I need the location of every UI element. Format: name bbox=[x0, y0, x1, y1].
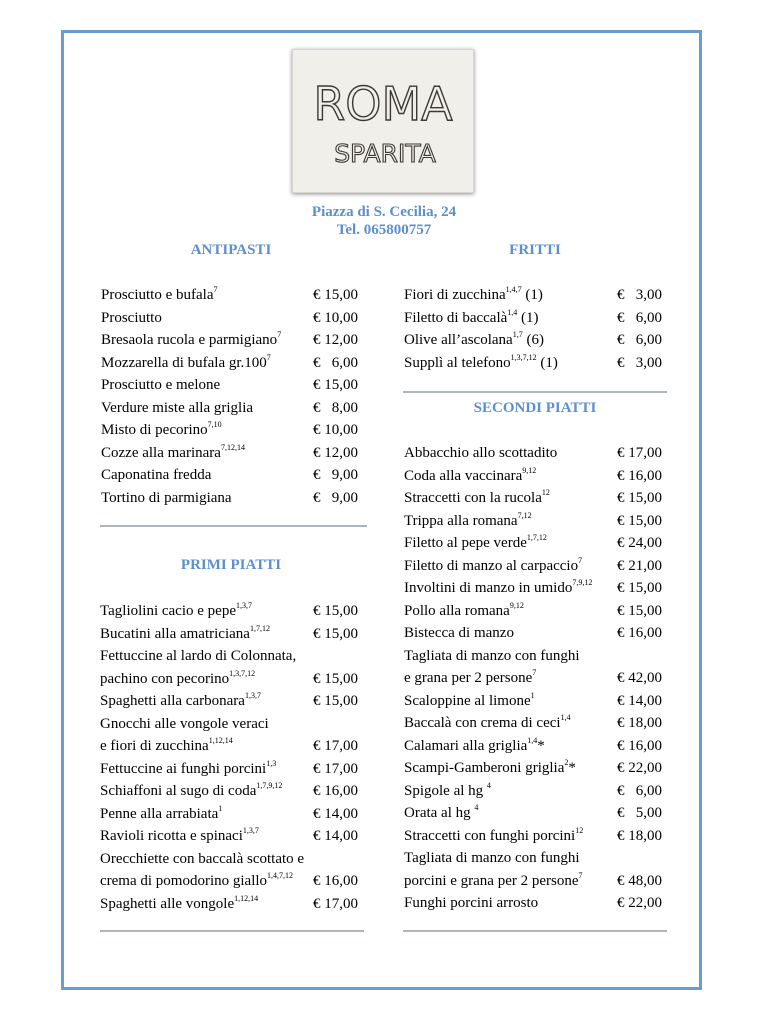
allergen-codes: 1,3,7,12 bbox=[229, 668, 256, 678]
menu-item bbox=[404, 532, 662, 554]
menu-item-name bbox=[404, 442, 557, 464]
menu-item bbox=[404, 757, 662, 779]
menu-item bbox=[100, 803, 358, 825]
menu-item-name bbox=[100, 803, 222, 825]
allergen-codes: 1,4 bbox=[527, 735, 538, 745]
menu-item-price: € 12,00 bbox=[313, 444, 358, 461]
menu-item bbox=[404, 577, 662, 599]
allergen-codes: 1,12,14 bbox=[234, 893, 259, 903]
dish-name: Filetto di manzo al carpaccio bbox=[404, 557, 579, 574]
menu-item-price: € 6,00 bbox=[617, 309, 662, 326]
menu-item bbox=[404, 645, 662, 667]
menu-item-name bbox=[101, 307, 162, 329]
menu-item bbox=[404, 847, 662, 869]
dish-name: Orecchiette con baccalà scottato e bbox=[100, 850, 305, 867]
allergen-codes: 1,3,7,12 bbox=[510, 352, 537, 362]
menu-item-name bbox=[101, 374, 220, 396]
allergen-codes: 7,9,12 bbox=[572, 578, 593, 587]
allergen-codes: 1,4 bbox=[560, 713, 571, 722]
portion-note: * bbox=[537, 737, 545, 754]
menu-item-name bbox=[100, 893, 258, 915]
menu-item bbox=[404, 555, 662, 577]
menu-item-price: € 24,00 bbox=[617, 535, 662, 551]
menu-item bbox=[404, 465, 662, 487]
menu-item-price: € 9,00 bbox=[313, 467, 358, 483]
dish-name: Abbacchio allo scottadito bbox=[404, 445, 558, 461]
menu-item-price: € 14,00 bbox=[313, 805, 358, 822]
allergen-codes: 9,12 bbox=[522, 465, 537, 475]
menu-item-name bbox=[404, 600, 524, 622]
menu-item bbox=[404, 307, 662, 329]
menu-item bbox=[404, 712, 662, 734]
divider bbox=[403, 391, 667, 393]
menu-item-name bbox=[101, 442, 245, 464]
restaurant-logo bbox=[292, 49, 474, 193]
menu-item-name bbox=[101, 487, 232, 509]
portion-note: (1) bbox=[536, 354, 558, 371]
menu-item bbox=[404, 892, 662, 914]
menu-item bbox=[100, 893, 358, 915]
dish-name: Coda alla vaccinara bbox=[404, 467, 523, 484]
menu-item-price: € 15,00 bbox=[313, 693, 358, 709]
dish-name: Fettuccine ai funghi porcini bbox=[100, 760, 267, 777]
dish-name: Calamari alla griglia bbox=[404, 737, 528, 754]
menu-item bbox=[404, 487, 662, 509]
dish-name: Verdure miste alla griglia bbox=[101, 399, 254, 416]
section-title-primi: PRIMI PIATTI bbox=[180, 557, 282, 573]
dish-name: Olive all’ascolana bbox=[404, 332, 513, 348]
allergen-codes: 7 bbox=[532, 668, 537, 677]
logo-text-roma: ROMA bbox=[313, 77, 453, 131]
portion-note: (6) bbox=[522, 332, 544, 348]
menu-item-name bbox=[404, 757, 576, 779]
dish-name: Fiori di zucchina bbox=[404, 287, 506, 303]
logo-graphic bbox=[293, 50, 473, 192]
allergen-codes: 4 bbox=[486, 780, 491, 790]
menu-item-name bbox=[101, 464, 211, 486]
menu-item-name bbox=[100, 848, 304, 870]
dish-name: Ravioli ricotta e spinaci bbox=[100, 828, 243, 844]
menu-item-name bbox=[100, 780, 282, 802]
menu-item bbox=[100, 825, 358, 847]
dish-name: crema di pomodorino giallo bbox=[100, 873, 268, 889]
dish-name: Spaghetti alle vongole bbox=[100, 895, 235, 912]
menu-item-price: € 10,00 bbox=[313, 309, 358, 326]
menu-item bbox=[101, 419, 358, 441]
menu-item bbox=[100, 713, 358, 735]
menu-item-name bbox=[100, 870, 293, 892]
menu-item-price: € 9,00 bbox=[313, 489, 358, 506]
menu-item-price: € 21,00 bbox=[617, 557, 662, 574]
menu-item-name bbox=[404, 712, 571, 734]
allergen-codes: 1,4,7 bbox=[505, 285, 522, 294]
menu-item-price: € 6,00 bbox=[313, 354, 358, 371]
menu-item bbox=[101, 329, 358, 351]
allergen-codes: 12 bbox=[541, 488, 550, 497]
menu-item bbox=[404, 442, 662, 464]
dish-name: Straccetti con funghi porcini bbox=[404, 827, 576, 844]
allergen-codes: 1,3 bbox=[266, 758, 277, 768]
menu-item bbox=[404, 329, 662, 351]
menu-item-price: € 15,00 bbox=[617, 512, 662, 529]
dish-name: Bistecca di manzo bbox=[404, 625, 514, 641]
dish-name: Tagliata di manzo con funghi bbox=[404, 850, 580, 866]
portion-note: (1) bbox=[517, 309, 539, 326]
menu-item-name bbox=[404, 735, 545, 757]
menu-item-name bbox=[100, 713, 269, 735]
address-phone: Tel. 065800757 bbox=[336, 222, 432, 238]
menu-item bbox=[404, 690, 662, 712]
menu-item-name bbox=[404, 667, 536, 689]
menu-item-name bbox=[404, 645, 580, 667]
menu-item-name bbox=[404, 690, 535, 712]
allergen-codes: 2 bbox=[564, 758, 569, 767]
dish-name: Spaghetti alla carbonara bbox=[100, 693, 245, 709]
menu-item-price: € 15,00 bbox=[617, 490, 662, 506]
dish-name: Fettuccine al lardo di Colonnata, bbox=[100, 648, 297, 664]
menu-item-price: € 10,00 bbox=[313, 422, 358, 438]
menu-item-price: € 48,00 bbox=[617, 872, 662, 889]
dish-name: Prosciutto e bufala bbox=[101, 287, 214, 303]
allergen-codes: 4 bbox=[474, 803, 479, 812]
menu-item-price: € 16,00 bbox=[617, 467, 662, 484]
menu-item bbox=[404, 667, 662, 689]
menu-item bbox=[100, 735, 358, 757]
menu-item-price: € 42,00 bbox=[617, 670, 662, 686]
menu-item-price: € 17,00 bbox=[313, 738, 358, 754]
menu-item-price: € 15,00 bbox=[617, 580, 662, 596]
address-street: Piazza di S. Cecilia, 24 bbox=[311, 204, 457, 220]
allergen-codes: 7 bbox=[578, 555, 583, 565]
dish-name: Involtini di manzo in umido bbox=[404, 580, 573, 596]
section-title-secondi: SECONDI PIATTI bbox=[473, 400, 597, 416]
menu-item bbox=[404, 735, 662, 757]
dish-name: Straccetti con la rucola bbox=[404, 490, 542, 506]
allergen-codes: 1 bbox=[530, 690, 535, 700]
dish-name: Misto di pecorino bbox=[101, 422, 208, 438]
menu-item-name bbox=[100, 758, 276, 780]
menu-item-name bbox=[404, 622, 514, 644]
menu-item bbox=[100, 848, 358, 870]
menu-item-name bbox=[404, 307, 539, 329]
menu-item-price: € 16,00 bbox=[313, 783, 358, 799]
menu-item-price: € 6,00 bbox=[617, 332, 662, 348]
dish-name: Penne alla arrabiata bbox=[100, 805, 219, 822]
menu-item-name bbox=[100, 825, 259, 847]
menu-item-name bbox=[100, 600, 252, 622]
dish-name: Funghi porcini arrosto bbox=[404, 895, 539, 911]
logo-text-sparita: SPARITA bbox=[334, 139, 436, 168]
menu-item bbox=[101, 487, 358, 509]
menu-item bbox=[404, 802, 662, 824]
allergen-codes: 7 bbox=[277, 330, 282, 339]
menu-item bbox=[100, 623, 358, 645]
dish-name: Tagliata di manzo con funghi bbox=[404, 647, 580, 664]
dish-name: Caponatina fredda bbox=[101, 467, 212, 483]
dish-name: Trippa alla romana bbox=[404, 512, 518, 529]
dish-name: Mozzarella di bufala gr.100 bbox=[101, 354, 267, 371]
menu-item-price: € 16,00 bbox=[313, 873, 358, 889]
dish-name: Supplì al telefono bbox=[404, 354, 511, 371]
menu-item-price: € 3,00 bbox=[617, 287, 662, 303]
menu-item bbox=[100, 600, 358, 622]
menu-item-price: € 17,00 bbox=[313, 895, 358, 912]
menu-item-price: € 8,00 bbox=[313, 399, 358, 416]
menu-item-price: € 3,00 bbox=[617, 354, 662, 371]
menu-item-name bbox=[404, 555, 582, 577]
menu-item-price: € 14,00 bbox=[313, 828, 358, 844]
allergen-codes: 1,3,7 bbox=[242, 826, 259, 835]
allergen-codes: 7 bbox=[578, 870, 583, 880]
dish-name: Cozze alla marinara bbox=[101, 444, 221, 461]
divider bbox=[100, 930, 364, 932]
allergen-codes: 9,12 bbox=[509, 600, 524, 610]
menu-item-price: € 22,00 bbox=[617, 760, 662, 776]
dish-name: Filetto al pepe verde bbox=[404, 535, 527, 551]
menu-item-name bbox=[404, 802, 478, 824]
allergen-codes: 7,12,14 bbox=[220, 442, 245, 452]
allergen-codes: 1,3,7 bbox=[244, 691, 261, 700]
section-title-antipasti: ANTIPASTI bbox=[190, 242, 272, 258]
menu-item-price: € 18,00 bbox=[617, 715, 662, 731]
menu-item bbox=[404, 780, 662, 802]
menu-item-name bbox=[100, 668, 255, 690]
menu-item-price: € 16,00 bbox=[617, 625, 662, 641]
menu-item bbox=[404, 352, 662, 374]
allergen-codes: 7,12 bbox=[517, 510, 532, 520]
menu-item-price: € 15,00 bbox=[313, 377, 358, 393]
allergen-codes: 1 bbox=[218, 803, 223, 813]
dish-name: Prosciutto bbox=[101, 309, 162, 326]
menu-item-name bbox=[404, 892, 538, 914]
dish-name: e fiori di zucchina bbox=[100, 738, 209, 754]
dish-name: Pollo alla romana bbox=[404, 602, 510, 619]
menu-item bbox=[100, 780, 358, 802]
dish-name: Schiaffoni al sugo di coda bbox=[100, 783, 257, 799]
allergen-codes: 1,4 bbox=[507, 307, 518, 317]
menu-item-price: € 15,00 bbox=[313, 603, 358, 619]
divider bbox=[403, 930, 667, 932]
menu-item-price: € 12,00 bbox=[313, 332, 358, 348]
menu-item bbox=[101, 352, 358, 374]
dish-name: pachino con pecorino bbox=[100, 670, 230, 687]
menu-item-name bbox=[101, 284, 217, 306]
menu-item bbox=[100, 645, 358, 667]
menu-item bbox=[404, 825, 662, 847]
menu-item-name bbox=[404, 780, 491, 802]
menu-item bbox=[100, 668, 358, 690]
allergen-codes: 7 bbox=[213, 285, 218, 294]
allergen-codes: 1,4,7,12 bbox=[267, 871, 294, 880]
menu-item bbox=[404, 622, 662, 644]
menu-item-price: € 17,00 bbox=[617, 445, 662, 461]
divider bbox=[100, 525, 367, 527]
menu-item-name bbox=[404, 465, 536, 487]
menu-item bbox=[101, 307, 358, 329]
menu-item-price: € 17,00 bbox=[313, 760, 358, 777]
allergen-codes: 1,7 bbox=[512, 330, 523, 339]
dish-name: porcini e grana per 2 persone bbox=[404, 872, 579, 889]
menu-item-price: € 15,00 bbox=[313, 670, 358, 687]
menu-item bbox=[100, 870, 358, 892]
menu-item-name bbox=[101, 397, 253, 419]
dish-name: Prosciutto e melone bbox=[101, 377, 221, 393]
menu-item bbox=[404, 510, 662, 532]
menu-item bbox=[101, 374, 358, 396]
section-title-fritti: FRITTI bbox=[509, 242, 561, 258]
menu-item bbox=[101, 284, 358, 306]
menu-item-price: € 15,00 bbox=[313, 625, 358, 642]
menu-item-name bbox=[404, 577, 592, 599]
portion-note: * bbox=[568, 760, 576, 776]
menu-item bbox=[404, 284, 662, 306]
dish-name: Scampi-Gamberoni griglia bbox=[404, 760, 565, 776]
menu-item-price: € 18,00 bbox=[617, 827, 662, 844]
menu-item bbox=[101, 397, 358, 419]
dish-name: Scaloppine al limone bbox=[404, 692, 531, 709]
allergen-codes: 1,7,9,12 bbox=[256, 781, 283, 790]
dish-name: e grana per 2 persone bbox=[404, 670, 533, 686]
allergen-codes: 1,12,14 bbox=[208, 736, 233, 745]
allergen-codes: 12 bbox=[575, 825, 584, 835]
menu-item bbox=[404, 870, 662, 892]
menu-item bbox=[101, 464, 358, 486]
menu-item-price: € 16,00 bbox=[617, 737, 662, 754]
menu-item-name bbox=[404, 487, 550, 509]
allergen-codes: 1,7,12 bbox=[526, 533, 547, 542]
menu-item-name bbox=[404, 284, 543, 306]
dish-name: Filetto di baccalà bbox=[404, 309, 508, 326]
dish-name: Orata al hg bbox=[404, 805, 475, 821]
menu-item-name bbox=[100, 645, 296, 667]
menu-item-price: € 15,00 bbox=[313, 287, 358, 303]
menu-item-name bbox=[404, 847, 580, 869]
menu-item-price: € 6,00 bbox=[617, 782, 662, 799]
menu-item-name bbox=[100, 735, 233, 757]
menu-item bbox=[404, 600, 662, 622]
menu-item-name bbox=[404, 532, 547, 554]
menu-item-name bbox=[404, 329, 544, 351]
menu-item-name bbox=[100, 690, 261, 712]
menu-item-name bbox=[101, 329, 281, 351]
allergen-codes: 1,3,7 bbox=[235, 601, 252, 610]
menu-item-name bbox=[101, 352, 271, 374]
dish-name: Bucatini alla amatriciana bbox=[100, 625, 250, 642]
allergen-codes: 7,10 bbox=[207, 420, 222, 429]
allergen-codes: 1,7,12 bbox=[249, 623, 270, 633]
menu-item-name bbox=[404, 352, 558, 374]
menu-item-name bbox=[101, 419, 222, 441]
menu-item-name bbox=[404, 825, 583, 847]
menu-item-price: € 14,00 bbox=[617, 692, 662, 709]
dish-name: Baccalà con crema di ceci bbox=[404, 715, 561, 731]
portion-note: (1) bbox=[521, 287, 543, 303]
allergen-codes: 7 bbox=[266, 352, 271, 362]
dish-name: Gnocchi alle vongole veraci bbox=[100, 715, 269, 732]
dish-name: Tagliolini cacio e pepe bbox=[100, 603, 236, 619]
menu-item bbox=[101, 442, 358, 464]
menu-item-name bbox=[404, 510, 532, 532]
dish-name: Spigole al hg bbox=[404, 782, 487, 799]
menu-item-name bbox=[404, 870, 583, 892]
menu-item-price: € 15,00 bbox=[617, 602, 662, 619]
dish-name: Bresaola rucola e parmigiano bbox=[101, 332, 278, 348]
dish-name: Tortino di parmigiana bbox=[101, 489, 232, 506]
menu-item bbox=[100, 690, 358, 712]
menu-item-price: € 5,00 bbox=[617, 805, 662, 821]
menu-item bbox=[100, 758, 358, 780]
menu-item-price: € 22,00 bbox=[617, 895, 662, 911]
menu-item-name bbox=[100, 623, 270, 645]
